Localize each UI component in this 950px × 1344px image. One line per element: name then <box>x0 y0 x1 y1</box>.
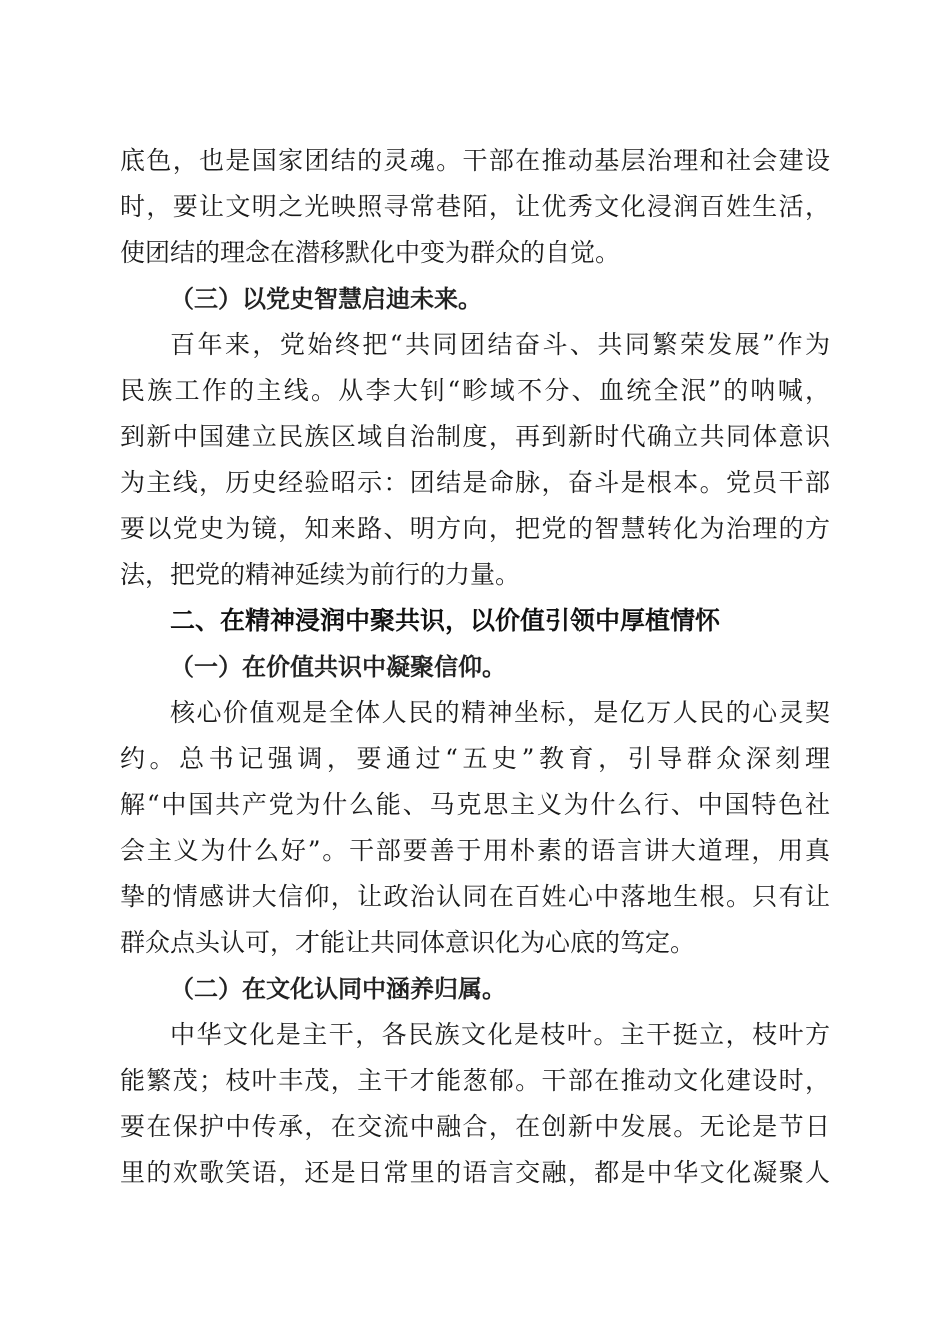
paragraph-line: 核心价值观是全体人民的精神坐标，是亿万人民的心灵契 <box>170 698 830 727</box>
paragraph-line: 时，要让文明之光映照寻常巷陌，让优秀文化浸润百姓生活， <box>120 192 830 221</box>
subheading: （二）在文化认同中涵养归属。 <box>170 975 506 1003</box>
paragraph-line: 法，把党的精神延续为前行的力量。 <box>120 560 521 589</box>
paragraph-line: 到新中国建立民族区域自治制度，再到新时代确立共同体意识 <box>120 422 830 451</box>
paragraph-line: 会主义为什么好”。干部要善于用朴素的语言讲大道理，用真 <box>120 836 830 865</box>
paragraph-line: 百年来，党始终把“共同团结奋斗、共同繁荣发展”作为 <box>170 330 830 359</box>
paragraph-line: 约。总书记强调，要通过“五史”教育，引导群众深刻理 <box>120 744 830 773</box>
paragraph-line: 为主线，历史经验昭示：团结是命脉，奋斗是根本。党员干部 <box>120 468 830 497</box>
paragraph-line: 使团结的理念在潜移默化中变为群众的自觉。 <box>120 238 621 267</box>
paragraph-line: 解“中国共产党为什么能、马克思主义为什么行、中国特色社 <box>120 790 830 819</box>
paragraph-line: 能繁茂；枝叶丰茂，主干才能葱郁。干部在推动文化建设时， <box>120 1066 830 1095</box>
paragraph-line: 底色，也是国家团结的灵魂。干部在推动基层治理和社会建设 <box>120 146 830 175</box>
paragraph-line: 群众点头认可，才能让共同体意识化为心底的笃定。 <box>120 928 696 957</box>
section-heading: 二、在精神浸润中聚共识，以价值引领中厚植情怀 <box>170 606 721 635</box>
paragraph-line: 中华文化是主干，各民族文化是枝叶。主干挺立，枝叶方 <box>170 1020 830 1049</box>
paragraph-line: 要以党史为镜，知来路、明方向，把党的智慧转化为治理的方 <box>120 514 830 543</box>
paragraph-line: 挚的情感讲大信仰，让政治认同在百姓心中落地生根。只有让 <box>120 882 830 911</box>
paragraph-line: 里的欢歌笑语，还是日常里的语言交融，都是中华文化凝聚人 <box>120 1158 830 1187</box>
paragraph-line: 要在保护中传承，在交流中融合，在创新中发展。无论是节日 <box>120 1112 830 1141</box>
subheading: （三）以党史智慧启迪未来。 <box>170 285 482 313</box>
subheading: （一）在价值共识中凝聚信仰。 <box>170 653 506 681</box>
paragraph-line: 民族工作的主线。从李大钊“畛域不分、血统全泯”的呐喊， <box>120 376 830 405</box>
